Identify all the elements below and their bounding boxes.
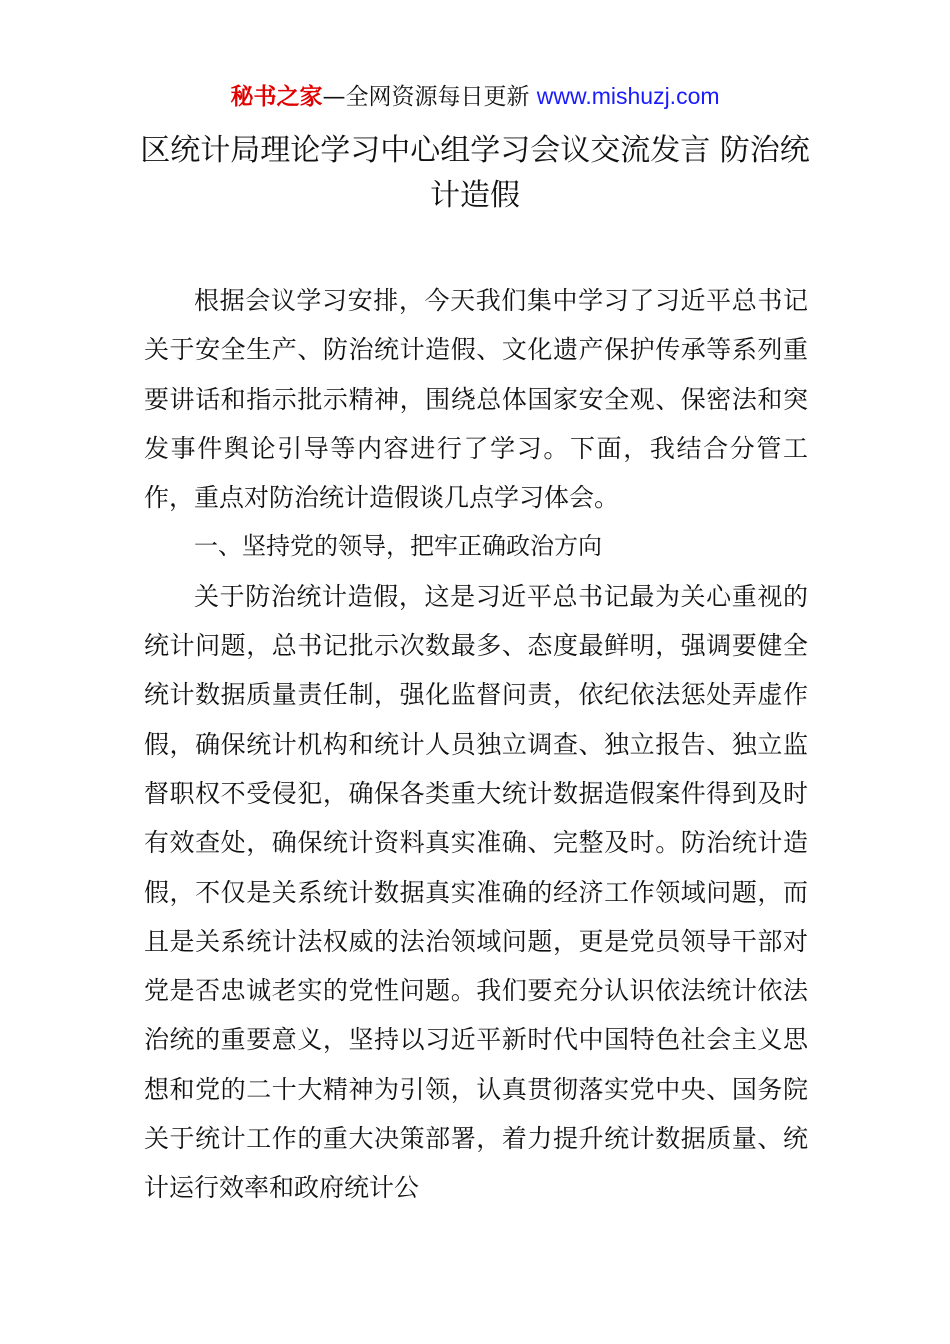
paragraph-intro: 根据会议学习安排，今天我们集中学习了习近平总书记关于安全生产、防治统计造假、文化遗产保护传承等系列重要讲话和指示批示精神，围绕总体国家安全观、保密法和突发事件舆论引导等内容进行了学习。下面，我结合分管工作，重点对防治统计造假谈几点学习体会。 (144, 286, 808, 513)
section-heading-1: 一、坚持党的领导，把牢正确政治方向 (194, 532, 602, 561)
site-brand: 秘书之家 (230, 84, 323, 110)
document-body (144, 276, 808, 1213)
site-tagline: —全网资源每日更新 (322, 84, 537, 110)
document-title: 区统计局理论学习中心组学习会议交流发言 防治统计造假 (140, 133, 810, 213)
site-url-link[interactable]: www.mishuzj.com (536, 83, 720, 109)
site-header (0, 80, 950, 113)
paragraph-section-1: 关于防治统计造假，这是习近平总书记最为关心重视的统计问题，总书记批示次数最多、态度最鲜明，强调要健全统计数据质量责任制，强化监督问责，依纪依法惩处弄虚作假，确保统计机构和统计人员独立调查、独立报告、独立监督职权不受侵犯，确保各类重大统计数据造假案件得到及时有效查处，确保统计资料真实准确、完整及时。防治统计造假，不仅是关系统计数据真实准确的经济工作领域问题，而且是关系统计法权威的法治领域问题，更是党员领导干部对党是否忠诚老实的党性问题。我们要充分认识依法统计依法治统的重要意义，坚持以习近平新时代中国特色社会主义思想和党的二十大精神为引领，认真贯彻落实党中央、国务院关于统计工作的重大决策部署，着力提升统计数据质量、统计运行效率和政府统计公 (144, 581, 808, 1203)
